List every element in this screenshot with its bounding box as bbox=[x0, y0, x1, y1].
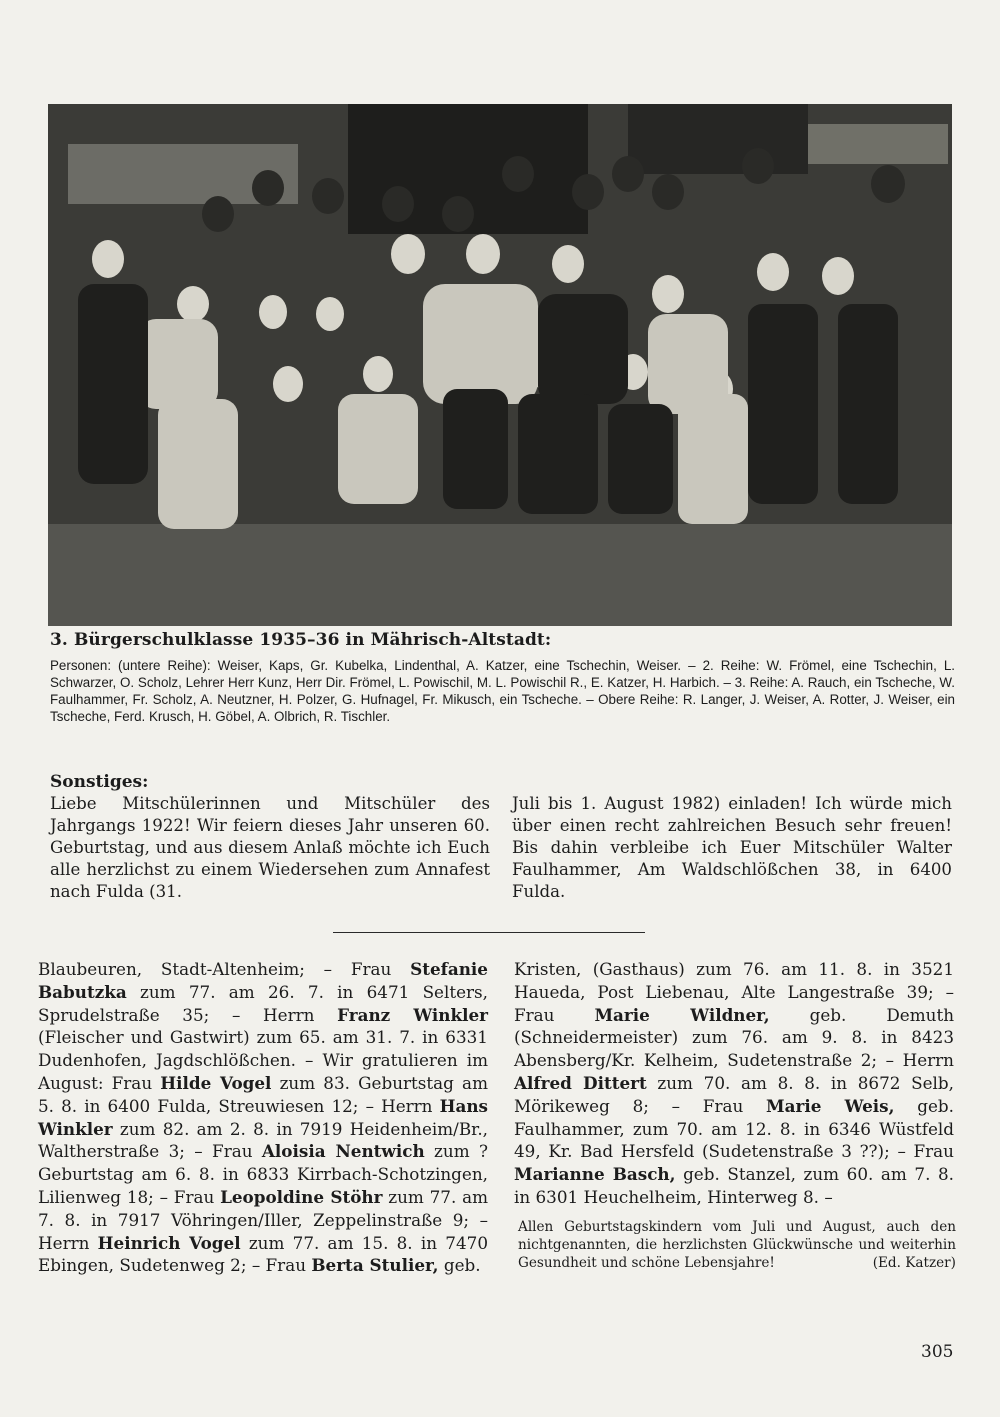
birthday-list-right bbox=[514, 958, 954, 1209]
group-photo-icon bbox=[48, 104, 952, 626]
text-run: geb. bbox=[438, 1255, 481, 1276]
text-run: zum 77. am 15. 8. in 7470 Ebingen, Sudetenweg 2; – Frau bbox=[38, 1232, 488, 1276]
note-text: Allen Geburtstagskindern vom Juli und August, auch den nichtgenannten, die herzlichsten Glückwünsche und weiterhin Gesundheit und schöne Lebensjahre! bbox=[518, 1219, 956, 1271]
page-number: 305 bbox=[921, 1342, 954, 1362]
text-run: (Fleischer und Gastwirt) zum 65. am 31. 7. in 6331 Dudenhofen, Jagdschlößchen. – Wir gratulieren im August: Frau bbox=[38, 1027, 488, 1093]
text-run: geb. Faulhammer, zum 70. am 12. 8. in 6346 Wüstfeld 49, Kr. Bad Hersfeld (Sudetenstraße 3 ??); – Frau bbox=[514, 1095, 954, 1162]
text-run: zum 77. am 7. 8. in 7917 Vöhringen/Iller, Zeppelinstraße 9; – Herrn bbox=[38, 1186, 489, 1253]
photo-caption-body: Personen: (untere Reihe): Weiser, Kaps, Gr. Kubelka, Lindenthal, A. Katzer, eine Tschechin, Weiser. – 2. Reihe: W. Frömel, eine Tschechin, L. Schwarzer, O. Scholz, Lehrer Herr Kunz, Herr Dir. Frömel, L. Powischil, M. L. Powischil R., E. Katzer, H. Harbich. – 3. Reihe: A. Rauch, ein Tscheche, W. Faulhammer, Fr. Scholz, A. Neutzner, H. Polzer, G. Hufnagel, Fr. Mikusch, ein Tscheche. – Obere Reihe: R. Langer, J. Weiser, A. Rotter, J. Weiser, ein Tscheche, Ferd. Krusch, H. Göbel, A. Olbrich, R. Tischler. bbox=[50, 658, 955, 724]
text-run: zum ? Geburtstag am 6. 8. in 6833 Kirrbach-Schotzingen, Lilienweg 18; – Frau bbox=[38, 1141, 488, 1207]
person-name: Stefanie Babutzka bbox=[38, 959, 488, 1002]
text-run: zum 70. am 8. 8. in 8672 Selb, Mörikeweg 8; – Frau bbox=[514, 1072, 954, 1116]
divider bbox=[333, 932, 645, 933]
class-group-photo bbox=[48, 104, 952, 626]
text-run: Kristen, (Gasthaus) zum 76. am 11. 8. in 3521 Haueda, Post Liebenau, Alte Langestraße 39; – Frau bbox=[514, 959, 954, 1025]
person-name: Leopoldine Stöhr bbox=[220, 1186, 383, 1207]
person-name: Berta Stulier, bbox=[311, 1255, 439, 1276]
sonstiges-text-right: Juli bis 1. August 1982) einladen! Ich würde mich über einen recht zahlreichen Besuch sehr freuen! Bis dahin verbleibe ich Euer Mitschüler Walter Faulhammer, Am Waldschlößchen 38, in 6400 Fulda. bbox=[512, 794, 952, 901]
birthday-list-left bbox=[38, 958, 488, 1277]
text-run: zum 82. am 2. 8. in 7919 Heidenheim/Br., Waltherstraße 3; – Frau bbox=[38, 1118, 488, 1162]
person-name: Franz Winkler bbox=[337, 1004, 488, 1025]
photo-caption-title: 3. Bürgerschulklasse 1935–36 in Mährisch-Altstadt: bbox=[50, 630, 552, 650]
section-heading: Sonstiges: bbox=[50, 772, 149, 792]
person-name: Marianne Basch, bbox=[514, 1164, 676, 1185]
birthday-wishes-note bbox=[518, 1218, 956, 1272]
person-name: Heinrich Vogel bbox=[97, 1232, 241, 1253]
person-name: Marie Weis, bbox=[766, 1095, 895, 1116]
text-run: zum 77. am 26. 7. in 6471 Selters, Sprudelstraße 35; – Herrn bbox=[38, 981, 488, 1025]
person-name: Marie Wildner, bbox=[594, 1004, 770, 1025]
sonstiges-text-left: Liebe Mitschülerinnen und Mitschüler des Jahrgangs 1922! Wir feiern dieses Jahr unseren 60. Geburtstag, und aus diesem Anlaß möchte ich Euch alle herzlichst zu einem Wiedersehen zum Annafest nach Fulda (31. bbox=[50, 794, 490, 901]
text-run: zum 83. Geburtstag am 5. 8. in 6400 Fulda, Streuwiesen 12; – Herrn bbox=[38, 1072, 488, 1116]
text-run: geb. Demuth (Schneidermeister) zum 76. am 9. 8. in 8423 Abensberg/Kr. Kelheim, Sudetenstraße 2; – Herrn bbox=[514, 1004, 955, 1071]
text-run: Blaubeuren, Stadt-Altenheim; – Frau bbox=[38, 959, 411, 979]
person-name: Hans Winkler bbox=[38, 1095, 488, 1139]
text-run: geb. Stanzel, zum 60. am 7. 8. in 6301 Heuchelheim, Hinterweg 8. – bbox=[514, 1164, 954, 1207]
person-name: Hilde Vogel bbox=[160, 1072, 272, 1093]
person-name: Alfred Dittert bbox=[514, 1072, 647, 1093]
signature: (Ed. Katzer) bbox=[872, 1255, 956, 1271]
person-name: Aloisia Nentwich bbox=[261, 1141, 425, 1162]
